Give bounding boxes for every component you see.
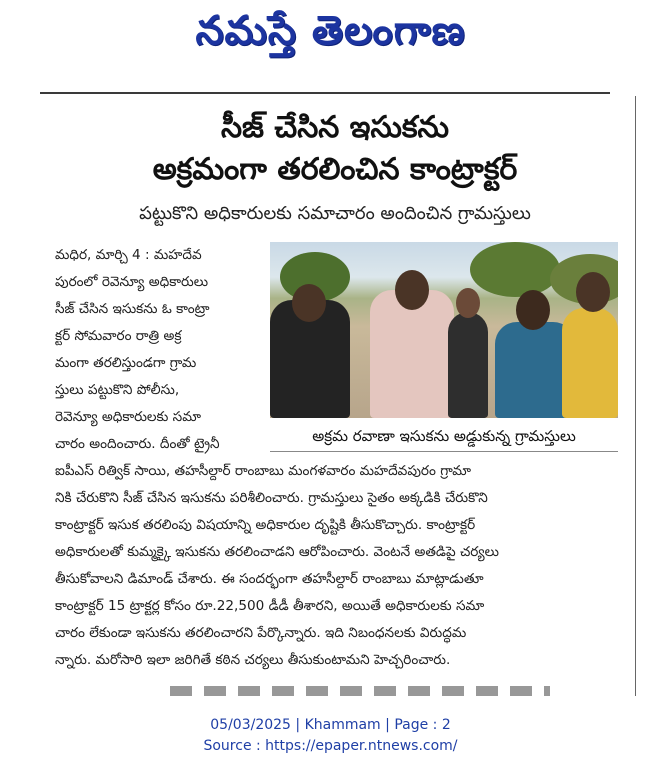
text-line: చారం అందించారు. దీంతో ట్రైనీ — [55, 436, 220, 452]
photo-caption: అక్రమ రవాణా ఇసుకను అడ్డుకున్న గ్రామస్తులు — [270, 421, 618, 452]
text-line: స్తులు పట్టుకొని పోలీసు, — [55, 382, 180, 398]
source-link[interactable]: Source : https://epaper.ntnews.com/ — [203, 738, 458, 754]
news-photo — [270, 242, 618, 418]
text-line: ఐపీఎస్ రిత్విక్ సాయి, తహసీల్దార్ రాంబాబు మంగళవారం మహదేవపురం గ్రామా — [55, 463, 472, 479]
text-line: చారం లేకుండా ఇసుకను తరలించారని పేర్కొన్నారు. ఇది నిబంధనలకు విరుద్ధమ — [55, 625, 467, 641]
headline-line-1: సీజ్ చేసిన ఇసుకను — [220, 110, 449, 145]
text-line: కాంట్రాక్టర్ 15 ట్రాక్టర్ల కోసం రూ.22,500 డీడీ తీశారని, అయితే అధికారులకు సమా — [55, 598, 485, 614]
text-line: సీజ్ చేసిన ఇసుకను ఓ కాంట్రా — [55, 301, 210, 317]
text-line: మంగా తరలిస్తుండగా గ్రామ — [55, 355, 197, 371]
headline-line-2: అక్రమంగా తరలించిన కాంట్రాక్టర్ — [152, 152, 518, 187]
text-line: న్నారు. మరోసారి ఇలా జరిగితే కఠిన చర్యలు తీసుకుంటామని హెచ్చరించారు. — [55, 652, 451, 668]
article-column-left — [55, 242, 263, 458]
article-body-full — [55, 458, 625, 674]
subheadline: పట్టుకొని అధికారులకు సమాచారం అందించిన గ్రామస్తులు — [139, 203, 531, 224]
text-line: అధికారులతో కుమ్మక్కై ఇసుకను తరలించాడని ఆరోపించారు. వెంటనే అతడిపై చర్యలు — [55, 544, 499, 560]
edition-info: 05/03/2025 | Khammam | Page : 2 — [210, 717, 451, 733]
column-divider — [635, 96, 636, 696]
masthead — [0, 0, 661, 72]
cropped-next-headline — [170, 686, 550, 696]
text-line: రెవెన్యూ అధికారులకు సమా — [55, 409, 201, 425]
top-rule — [40, 92, 610, 94]
text-line: పురంలో రెవెన్యూ అధికారులు — [55, 274, 209, 290]
text-line: తీసుకోవాలని డిమాండ్ చేశారు. ఈ సందర్భంగా తహసీల్దార్ రాంబాబు మాట్లాడుతూ — [55, 571, 484, 587]
text-line: క్టర్ సోమవారం రాత్రి అక్ర — [55, 328, 182, 344]
newspaper-title: నమస్తే తెలంగాణ — [195, 8, 466, 54]
text-line: మధిర, మార్చి 4 : మహదేవ — [55, 247, 202, 263]
text-line: కాంట్రాక్టర్ ఇసుక తరలింపు విషయాన్ని అధికారుల దృష్టికి తీసుకొచ్చారు. కాంట్రాక్టర్ — [55, 517, 476, 533]
text-line: నికి చేరుకొని సీజ్ చేసిన ఇసుకను పరిశీలించారు. గ్రామస్తులు సైతం అక్కడికి చేరుకొని — [55, 490, 488, 506]
